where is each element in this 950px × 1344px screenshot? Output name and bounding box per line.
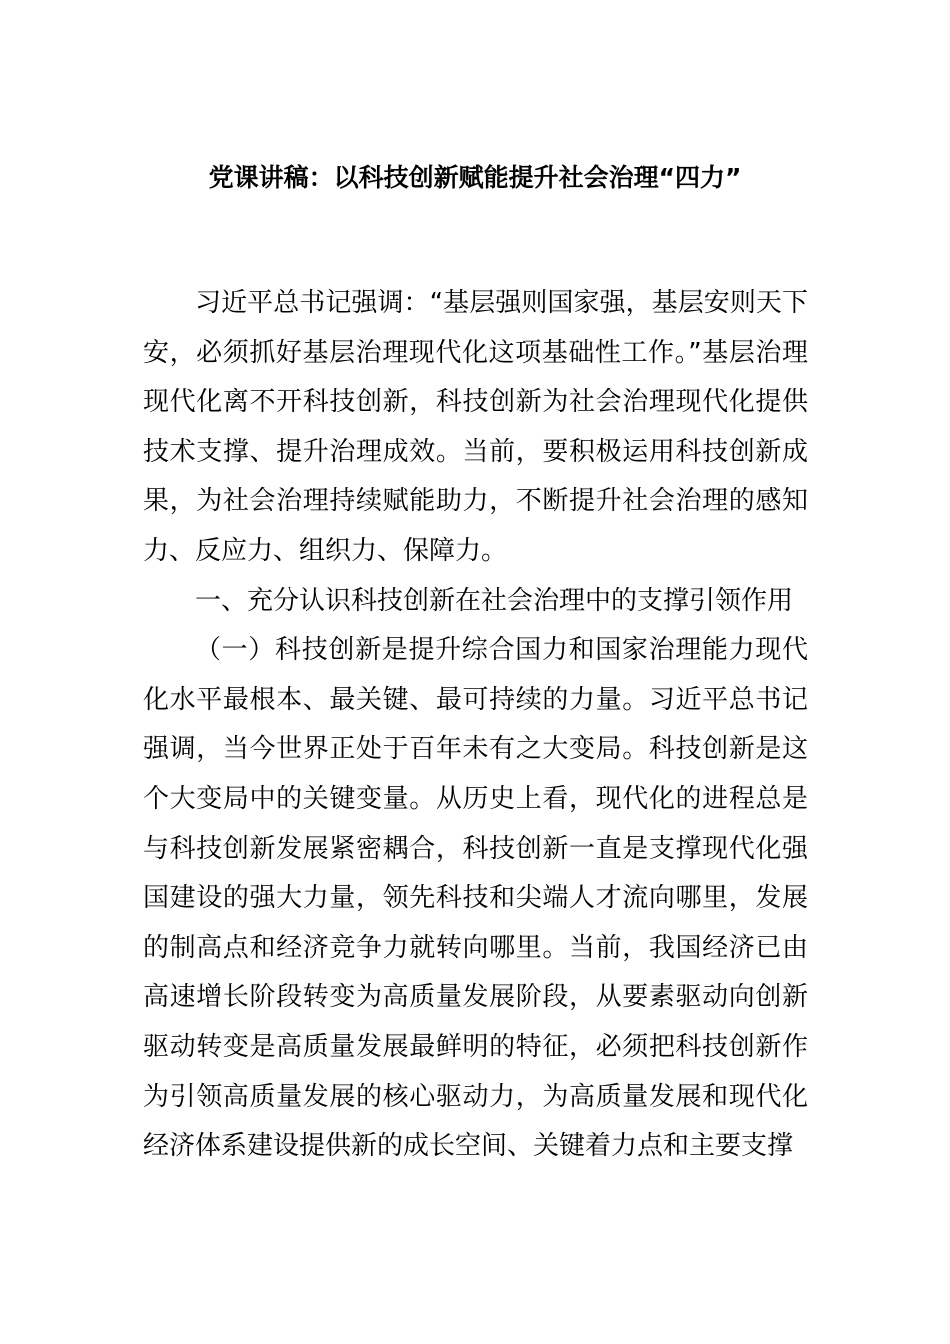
document-title: 党课讲稿：以科技创新赋能提升社会治理“四力” xyxy=(208,163,742,192)
document-body xyxy=(143,279,808,1172)
section-heading-1: 一、充分认识科技创新在社会治理中的支撑引领作用 xyxy=(195,585,794,616)
paragraph-subsection-1: （一）科技创新是提升综合国力和国家治理能力现代化水平最根本、最关键、最可持续的力量。习近平总书记强调，当今世界正处于百年未有之大变局。科技创新是这个大变局中的关键变量。从历史上看，现代化的进程总是与科技创新发展紧密耦合，科技创新一直是支撑现代化强国建设的强大力量，领先科技和尖端人才流向哪里，发展的制高点和经济竞争力就转向哪里。当前，我国经济已由高速增长阶段转变为高质量发展阶段，从要素驱动向创新驱动转变是高质量发展最鲜明的特征，必须把科技创新作为引领高质量发展的核心驱动力，为高质量发展和现代化经济体系建设提供新的成长空间、关键着力点和主要支撑 xyxy=(143,635,808,1162)
paragraph-intro: 习近平总书记强调：“基层强则国家强，基层安则天下安，必须抓好基层治理现代化这项基础性工作。”基层治理现代化离不开科技创新，科技创新为社会治理现代化提供技术支撑、提升治理成效。当前，要积极运用科技创新成果，为社会治理持续赋能助力，不断提升社会治理的感知力、反应力、组织力、保障力。 xyxy=(143,288,808,566)
